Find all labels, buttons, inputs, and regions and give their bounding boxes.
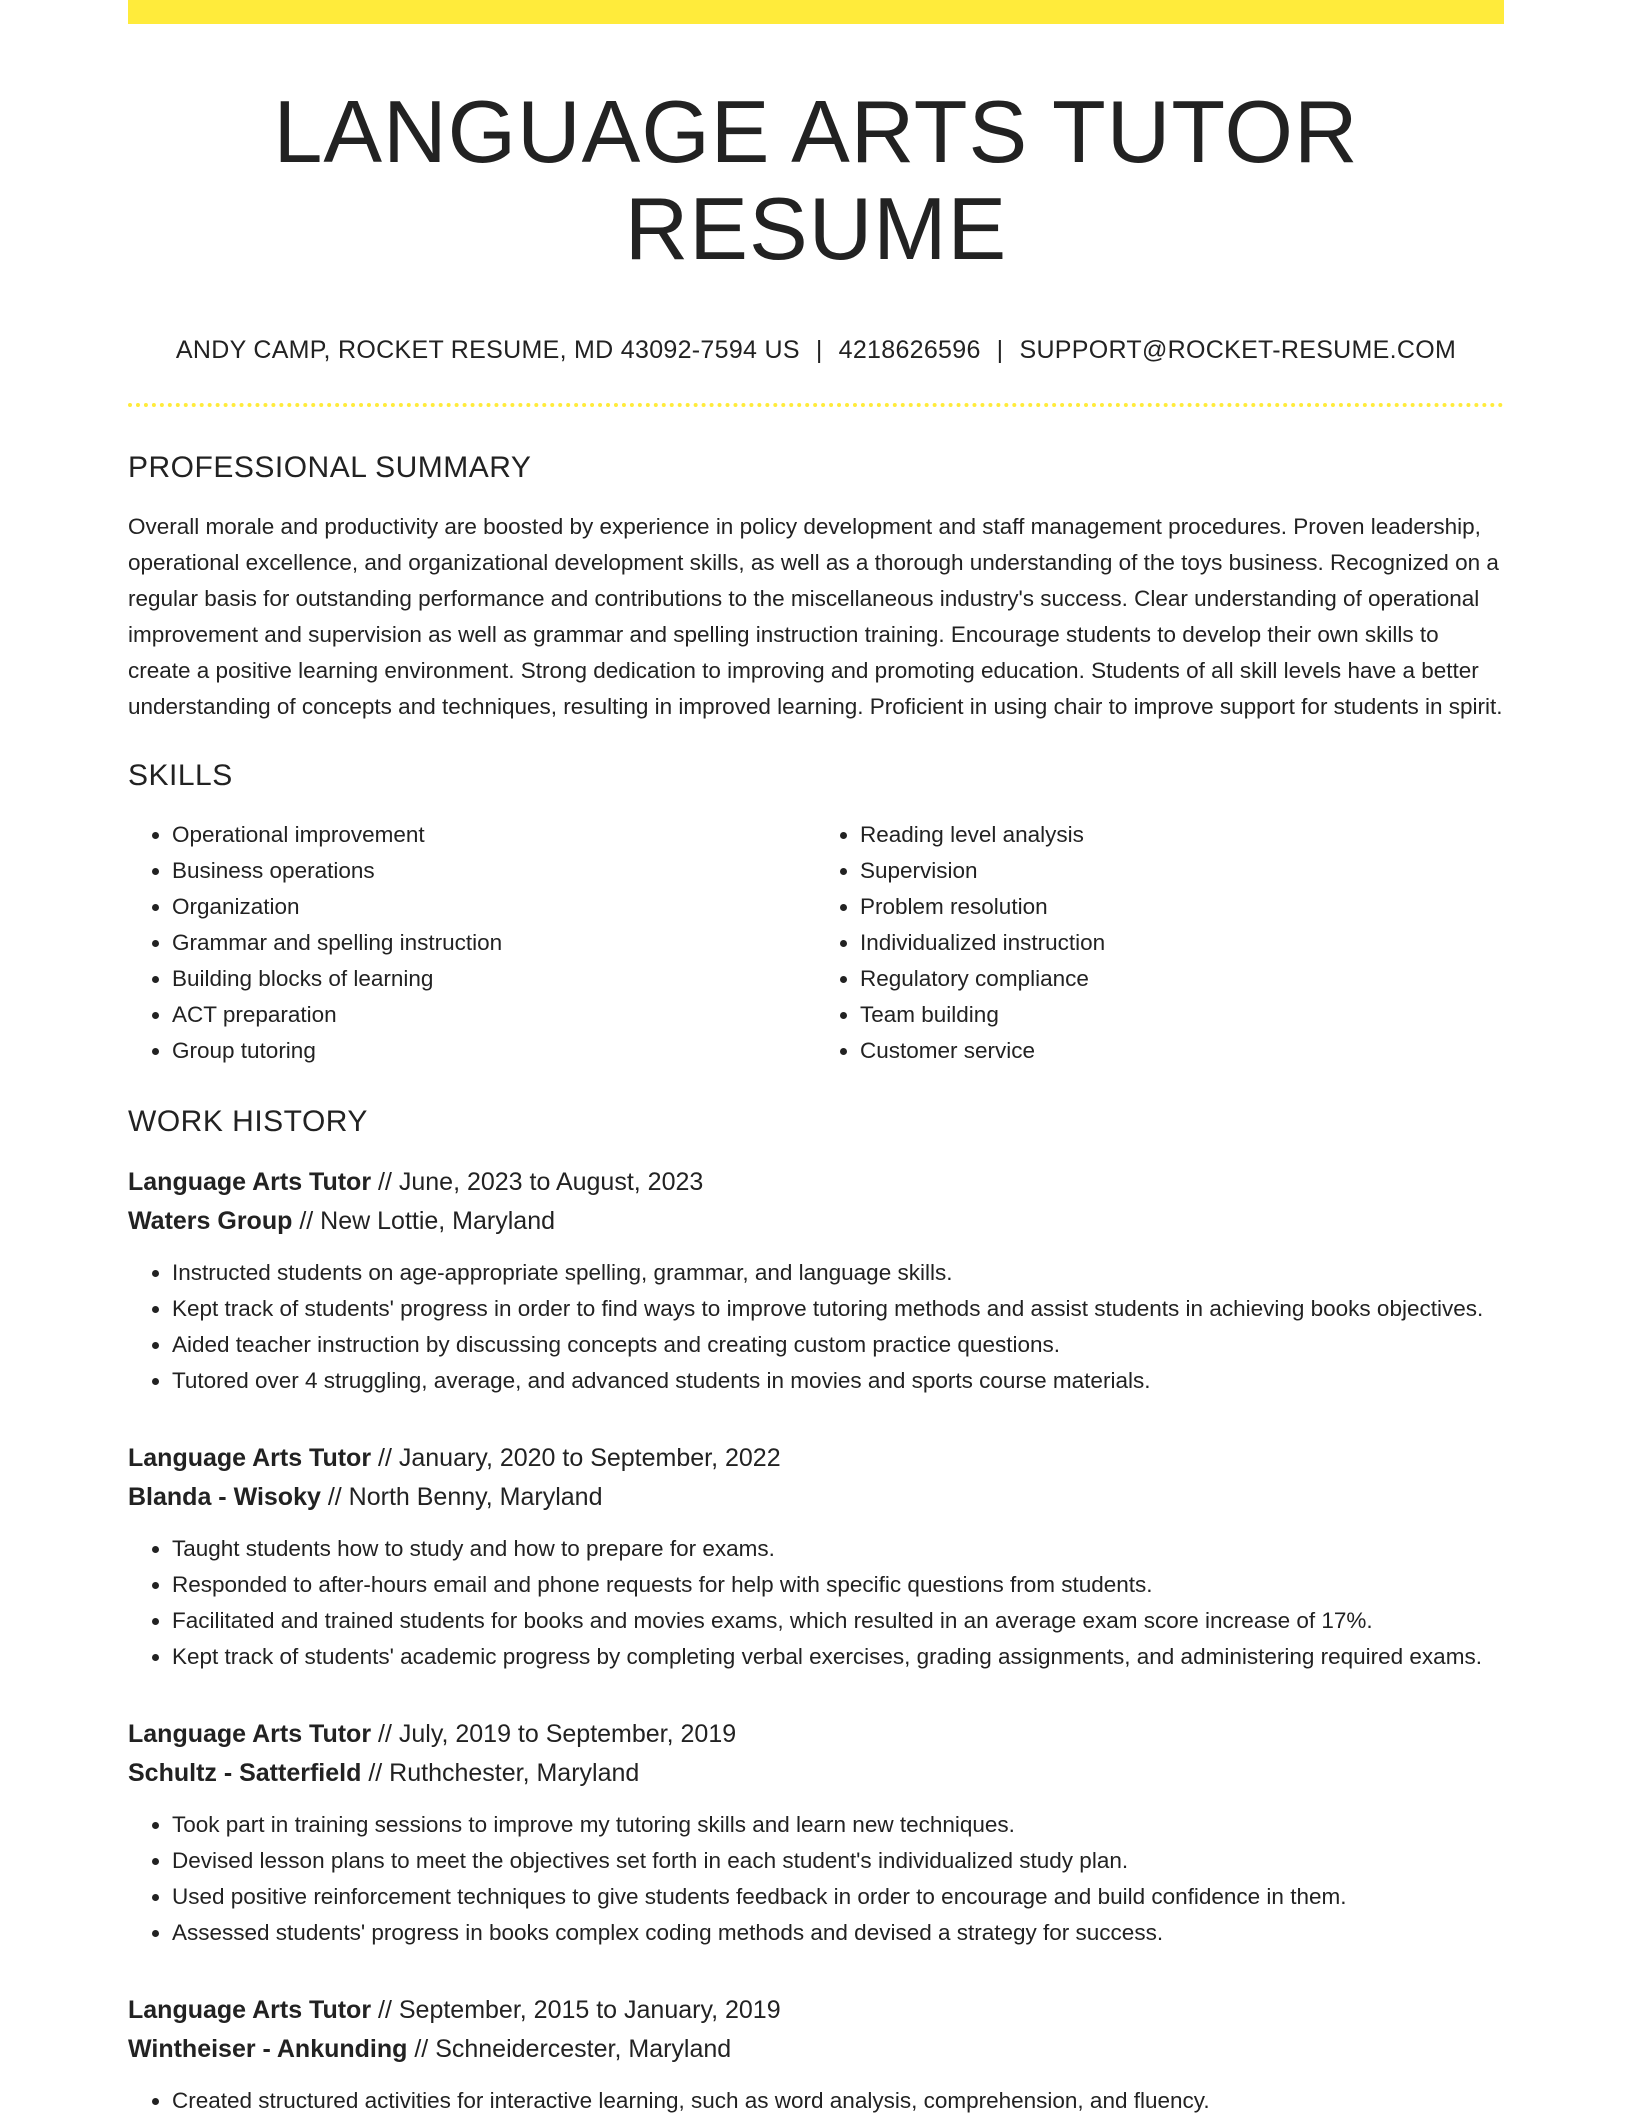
job-company: Schultz - Satterfield <box>128 1758 362 1787</box>
skill-item: • ACT preparation <box>172 997 816 1033</box>
job-dates: July, 2019 to September, 2019 <box>398 1719 737 1748</box>
skill-item: • Group tutoring <box>172 1033 816 1069</box>
skills-heading: SKILLS <box>128 758 233 792</box>
job-entry <box>128 1715 1504 1951</box>
duty-item: • Taught students how to study and how to prepare for exams. <box>172 1531 1504 1567</box>
job-location: North Benny, Maryland <box>348 1482 603 1511</box>
job-separator: // <box>371 1995 399 2024</box>
duty-item: • Aided teacher instruction by discussing concepts and creating custom practice questions. <box>172 1327 1504 1363</box>
contact-separator: | <box>815 335 823 364</box>
skill-item: • Team building <box>860 997 1504 1033</box>
job-company-line <box>128 1202 1504 1241</box>
skill-item: • Building blocks of learning <box>172 961 816 997</box>
skill-item: • Supervision <box>860 853 1504 889</box>
skill-item: • Customer service <box>860 1033 1504 1069</box>
skills-column-left <box>128 817 816 1069</box>
job-duties <box>128 1531 1504 1675</box>
job-separator: // <box>292 1206 321 1235</box>
job-title-line <box>128 1439 1504 1478</box>
contact-line <box>128 336 1504 365</box>
job-separator: // <box>361 1758 390 1787</box>
job-role: Language Arts Tutor <box>128 1167 372 1196</box>
duty-item: • Instructed students on age-appropriate spelling, grammar, and language skills. <box>172 1255 1504 1291</box>
job-duties <box>128 2083 1504 2119</box>
duty-item: • Used positive reinforcement techniques to give students feedback in order to encourage and build confidence in them. <box>172 1879 1504 1915</box>
contact-email: SUPPORT@ROCKET-RESUME.COM <box>1019 335 1457 364</box>
job-title-line <box>128 1715 1504 1754</box>
duty-item: • Devised lesson plans to meet the objectives set forth in each student's individualized study plan. <box>172 1843 1504 1879</box>
job-company-line <box>128 1478 1504 1517</box>
dotted-divider <box>128 403 1504 407</box>
job-separator: // <box>371 1443 399 1472</box>
job-role: Language Arts Tutor <box>128 1443 372 1472</box>
skills-list <box>128 817 1504 1069</box>
job-dates: January, 2020 to September, 2022 <box>398 1443 781 1472</box>
skill-item: • Organization <box>172 889 816 925</box>
job-role: Language Arts Tutor <box>128 1995 372 2024</box>
job-separator: // <box>407 2034 436 2063</box>
contact-address: ANDY CAMP, ROCKET RESUME, MD 43092-7594 US <box>175 335 800 364</box>
skill-item: • Problem resolution <box>860 889 1504 925</box>
duty-item: • Created structured activities for interactive learning, such as word analysis, comprehension, and fluency. <box>172 2083 1504 2119</box>
work-history-list <box>128 1163 1504 2119</box>
job-duties <box>128 1807 1504 1951</box>
job-role: Language Arts Tutor <box>128 1719 372 1748</box>
job-entry <box>128 1163 1504 1399</box>
job-separator: // <box>320 1482 349 1511</box>
job-company-line <box>128 1754 1504 1793</box>
duty-item: • Took part in training sessions to improve my tutoring skills and learn new techniques. <box>172 1807 1504 1843</box>
duty-item: • Responded to after-hours email and phone requests for help with specific questions from students. <box>172 1567 1504 1603</box>
job-duties <box>128 1255 1504 1399</box>
contact-phone: 4218626596 <box>838 335 981 364</box>
summary-heading: PROFESSIONAL SUMMARY <box>128 450 532 484</box>
job-separator: // <box>371 1719 399 1748</box>
job-title-line <box>128 1991 1504 2030</box>
skill-item: • Reading level analysis <box>860 817 1504 853</box>
job-location: Schneidercester, Maryland <box>435 2034 732 2063</box>
skill-item: • Individualized instruction <box>860 925 1504 961</box>
work-history-heading: WORK HISTORY <box>128 1104 368 1138</box>
job-company: Wintheiser - Ankunding <box>128 2034 408 2063</box>
job-entry <box>128 1991 1504 2119</box>
duty-item: • Kept track of students' academic progress by completing verbal exercises, grading assignments, and administering required exams. <box>172 1639 1504 1675</box>
skill-item: • Operational improvement <box>172 817 816 853</box>
skill-item: • Regulatory compliance <box>860 961 1504 997</box>
job-location: New Lottie, Maryland <box>320 1206 555 1235</box>
contact-separator: | <box>996 335 1004 364</box>
job-separator: // <box>371 1167 399 1196</box>
job-title-line <box>128 1163 1504 1202</box>
resume-page <box>128 0 1504 2119</box>
duty-item: • Assessed students' progress in books complex coding methods and devised a strategy for success. <box>172 1915 1504 1951</box>
job-dates: June, 2023 to August, 2023 <box>398 1167 704 1196</box>
resume-title: LANGUAGE ARTS TUTOR RESUME <box>273 82 1359 278</box>
duty-item: • Kept track of students' progress in order to find ways to improve tutoring methods and assist students in achieving books objectives. <box>172 1291 1504 1327</box>
job-company-line <box>128 2030 1504 2069</box>
duty-item: • Tutored over 4 struggling, average, and advanced students in movies and sports course materials. <box>172 1363 1504 1399</box>
summary-text: Overall morale and productivity are boosted by experience in policy development and staff management procedures. Proven leadership, operational excellence, and organizational development skills, as well as a thorough understanding of the toys business. Recognized on a regular basis for outstanding performance and contributions to the miscellaneous industry's success. Clear understanding of operational improvement and supervision as well as grammar and spelling instruction training. Encourage students to develop their own skills to create a positive learning environment. Strong dedication to improving and promoting education. Students of all skill levels have a better understanding of concepts and techniques, resulting in improved learning. Proficient in using chair to improve support for students in spirit. <box>128 513 1503 719</box>
job-entry <box>128 1439 1504 1675</box>
duty-item: • Facilitated and trained students for books and movies exams, which resulted in an average exam score increase of 17%. <box>172 1603 1504 1639</box>
job-location: Ruthchester, Maryland <box>389 1758 640 1787</box>
job-dates: September, 2015 to January, 2019 <box>398 1995 781 2024</box>
job-company: Waters Group <box>128 1206 293 1235</box>
skill-item: • Business operations <box>172 853 816 889</box>
skills-column-right <box>816 817 1504 1069</box>
skill-item: • Grammar and spelling instruction <box>172 925 816 961</box>
job-company: Blanda - Wisoky <box>128 1482 321 1511</box>
top-accent-bar <box>128 0 1504 24</box>
